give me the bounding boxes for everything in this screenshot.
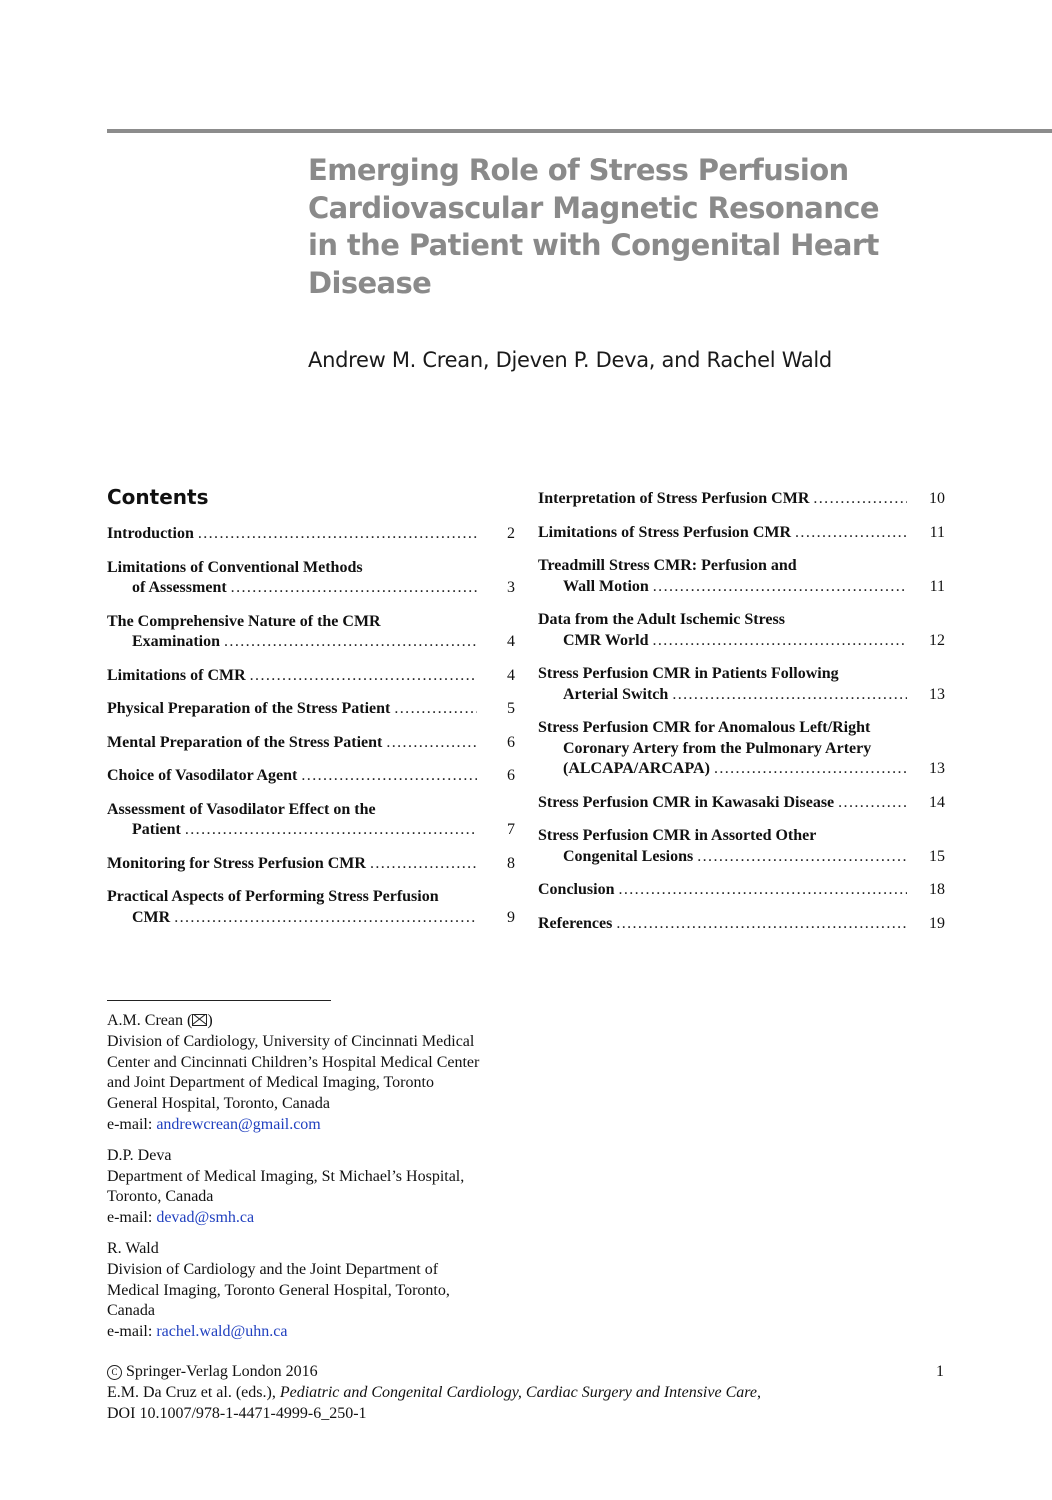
toc-entry-label: CMR World [563,631,649,649]
toc-page-number: 8 [507,854,515,872]
toc-entry[interactable] [107,612,515,653]
toc-leader-dots [618,880,907,901]
affiliation-line: Department of Medical Imaging, St Michael’s Hospital, [107,1167,465,1185]
contents-heading: Contents [107,485,209,509]
toc-page-number: 19 [929,914,945,932]
page-number: 1 [936,1363,944,1380]
copyright-text: Springer-Verlag London 2016 [122,1363,318,1380]
toc-entry-line: Practical Aspects of Performing Stress Perfusion [107,888,439,905]
envelope-icon [192,1014,207,1026]
editors: E.M. Da Cruz et al. (eds.), [107,1384,280,1401]
book-suffix: , [756,1384,761,1401]
toc-leader-dots [616,914,907,935]
affiliations [107,1011,537,1353]
toc-entry-line: Treadmill Stress CMR: Perfusion and [538,557,797,574]
toc-left-column [107,524,515,941]
affiliation-wald [107,1239,537,1343]
toc-entry-label: Choice of Vasodilator Agent [107,767,298,784]
toc-entry-label: Examination [132,633,221,650]
toc-entry[interactable] [107,558,515,599]
toc-leader-dots [370,854,477,875]
toc-leader-dots [653,577,907,598]
toc-page-number: 10 [929,490,945,507]
email-link[interactable]: andrewcrean@gmail.com [156,1115,321,1133]
toc-page-number: 14 [929,793,945,811]
toc-entry[interactable] [107,733,515,754]
toc-entry-label: Stress Perfusion CMR in Kawasaki Disease [538,793,835,811]
toc-leader-dots [231,578,477,599]
toc-entry-line: Stress Perfusion CMR in Patients Following [538,665,839,682]
toc-entry-row [107,632,515,653]
toc-entry[interactable] [538,556,945,597]
toc-entry[interactable] [107,800,515,841]
affiliation-line: Canada [107,1302,155,1320]
toc-entry-row [107,820,515,841]
affiliation-line: Toronto, Canada [107,1188,214,1206]
toc-entry[interactable] [538,610,945,651]
affiliation-line: General Hospital, Toronto, Canada [107,1095,330,1113]
toc-entry[interactable] [107,766,515,787]
toc-page-number: 2 [507,525,515,542]
toc-page-number: 6 [507,767,515,784]
toc-entry-row [538,523,945,544]
toc-leader-dots [672,685,907,706]
toc-leader-dots [386,733,477,754]
toc-entry-label: (ALCAPA/ARCAPA) [563,760,710,777]
toc-page-number: 12 [929,631,945,649]
affiliation-deva [107,1146,537,1229]
toc-leader-dots [301,766,477,787]
toc-entry-line: Coronary Artery from the Pulmonary Artery [563,739,872,757]
footnote-rule [107,1000,331,1001]
toc-entry-label: Congenital Lesions [563,847,694,865]
title-line: Cardiovascular Magnetic Resonance [308,190,879,225]
author-name: D.P. Deva [107,1146,172,1164]
toc-entry[interactable] [538,914,945,935]
toc-entry-label: of Assessment [132,579,227,596]
toc-entry-label: Patient [132,821,181,838]
toc-entry-label: Conclusion [538,881,615,898]
toc-entry[interactable] [538,523,945,544]
email-link[interactable]: rachel.wald@uhn.ca [156,1323,288,1341]
toc-entry-row [107,733,515,754]
affiliation-crean: A.M. Crean ( ) Division of Cardiology, University of Cincinnati Medical Center and Cincinnati Children’s Hospital Medical Center and Joint Department of Medical Imaging, Toronto General Hospital, Toronto, Canada e-mail: andrewcrean@gmail.com [107,1011,537,1136]
toc-entry-line: Stress Perfusion CMR in Assorted Other [538,827,817,844]
toc-entry-label: Introduction [107,525,194,542]
toc-entry-label: Physical Preparation of the Stress Patient [107,700,391,717]
toc-leader-dots [394,699,477,720]
toc-entry-row [107,699,515,720]
toc-entry-line: Stress Perfusion CMR for Anomalous Left/Right [538,719,871,736]
toc-entry-label: Limitations of Stress Perfusion CMR [538,523,792,541]
toc-entry-label: Limitations of CMR [107,666,246,684]
toc-leader-dots [697,847,907,868]
toc-entry-label: Interpretation of Stress Perfusion CMR [538,490,810,507]
toc-entry-row [538,793,945,814]
toc-entry[interactable] [107,854,515,875]
toc-entry-row [538,759,945,780]
toc-page-number: 6 [507,733,515,751]
toc-entry[interactable] [107,887,515,928]
toc-entry[interactable] [538,826,945,867]
toc-entry[interactable] [107,524,515,545]
toc-entry-row [538,847,945,868]
email-label: e-mail: [107,1115,157,1133]
toc-leader-dots [185,820,477,841]
toc-entry-row [538,489,945,510]
toc-leader-dots [250,666,477,687]
toc-page-number: 13 [929,685,945,703]
toc-entry-label: Wall Motion [563,577,649,595]
toc-page-number: 7 [507,821,515,838]
header-rule [107,129,1052,133]
toc-entry-row [538,631,945,652]
toc-leader-dots [652,631,907,652]
toc-right-column [538,489,945,947]
toc-page-number: 11 [929,523,945,541]
toc-entry-row [107,908,515,929]
doi: DOI 10.1007/978-1-4471-4999-6_250-1 [107,1405,367,1422]
affiliation-line: Medical Imaging, Toronto General Hospital, Toronto, [107,1281,450,1299]
toc-entry-label: CMR [132,908,171,926]
chapter-title [308,152,1008,302]
toc-entry[interactable] [538,489,945,510]
toc-page-number: 4 [507,666,515,684]
toc-leader-dots [198,524,477,545]
toc-entry-row [538,685,945,706]
email-label: e-mail: [107,1209,157,1227]
toc-entry[interactable] [107,699,515,720]
toc-entry-row [538,914,945,935]
toc-entry-label: Arterial Switch [563,685,669,703]
toc-entry-label: Monitoring for Stress Perfusion CMR [107,854,366,872]
affiliation-line: and Joint Department of Medical Imaging, Toronto [107,1074,434,1092]
toc-entry[interactable] [107,666,515,687]
toc-leader-dots [224,632,477,653]
toc-page-number: 3 [507,579,515,596]
toc-entry[interactable] [538,793,945,814]
toc-entry-row [538,880,945,901]
email-label: e-mail: [107,1323,157,1341]
title-line: Emerging Role of Stress Perfusion [308,153,849,187]
toc-leader-dots [813,489,907,510]
book-title: Pediatric and Congenital Cardiology, Cardiac Surgery and Intensive Care [279,1384,757,1401]
toc-page-number: 4 [507,633,515,650]
toc-entry-row [107,524,515,545]
toc-entry-label: References [538,914,613,932]
toc-leader-dots [174,908,477,929]
authors: Andrew M. Crean, Djeven P. Deva, and Rachel Wald [308,348,832,372]
toc-entry[interactable] [538,880,945,901]
title-line: in the Patient with Congenital Heart [308,228,879,262]
affiliation-line: Center and Cincinnati Children’s Hospital Medical Center [107,1053,480,1071]
toc-entry-label: Mental Preparation of the Stress Patient [107,733,383,751]
toc-entry[interactable] [538,664,945,705]
toc-entry-row [107,854,515,875]
toc-leader-dots [795,523,907,544]
toc-page-number: 13 [929,760,945,777]
affiliation-line: Division of Cardiology, University of Cincinnati Medical [107,1032,475,1050]
toc-entry-line: Limitations of Conventional Methods [107,558,363,576]
toc-entry-line: Assessment of Vasodilator Effect on the [107,800,376,818]
author-name: A.M. Crean [107,1012,183,1029]
copyright-icon: C [107,1365,122,1380]
toc-page-number: 9 [507,908,515,926]
citation [107,1361,907,1424]
toc-page-number: 18 [929,881,945,898]
toc-leader-dots [714,759,907,780]
toc-entry-line: Data from the Adult Ischemic Stress [538,611,785,628]
affiliation-line: Division of Cardiology and the Joint Department of [107,1260,439,1278]
toc-entry-line: The Comprehensive Nature of the CMR [107,612,381,630]
author-name: R. Wald [107,1239,159,1257]
toc-leader-dots [838,793,907,814]
toc-entry-row [107,578,515,599]
toc-entry-row [107,666,515,687]
toc-entry-row [107,766,515,787]
toc-page-number: 15 [929,847,945,865]
email-link[interactable]: devad@smh.ca [156,1209,255,1227]
title-line: Disease [308,265,432,300]
toc-entry[interactable] [538,718,945,780]
toc-entry-row [538,577,945,598]
toc-page-number: 5 [507,700,515,717]
toc-page-number: 11 [929,577,945,595]
